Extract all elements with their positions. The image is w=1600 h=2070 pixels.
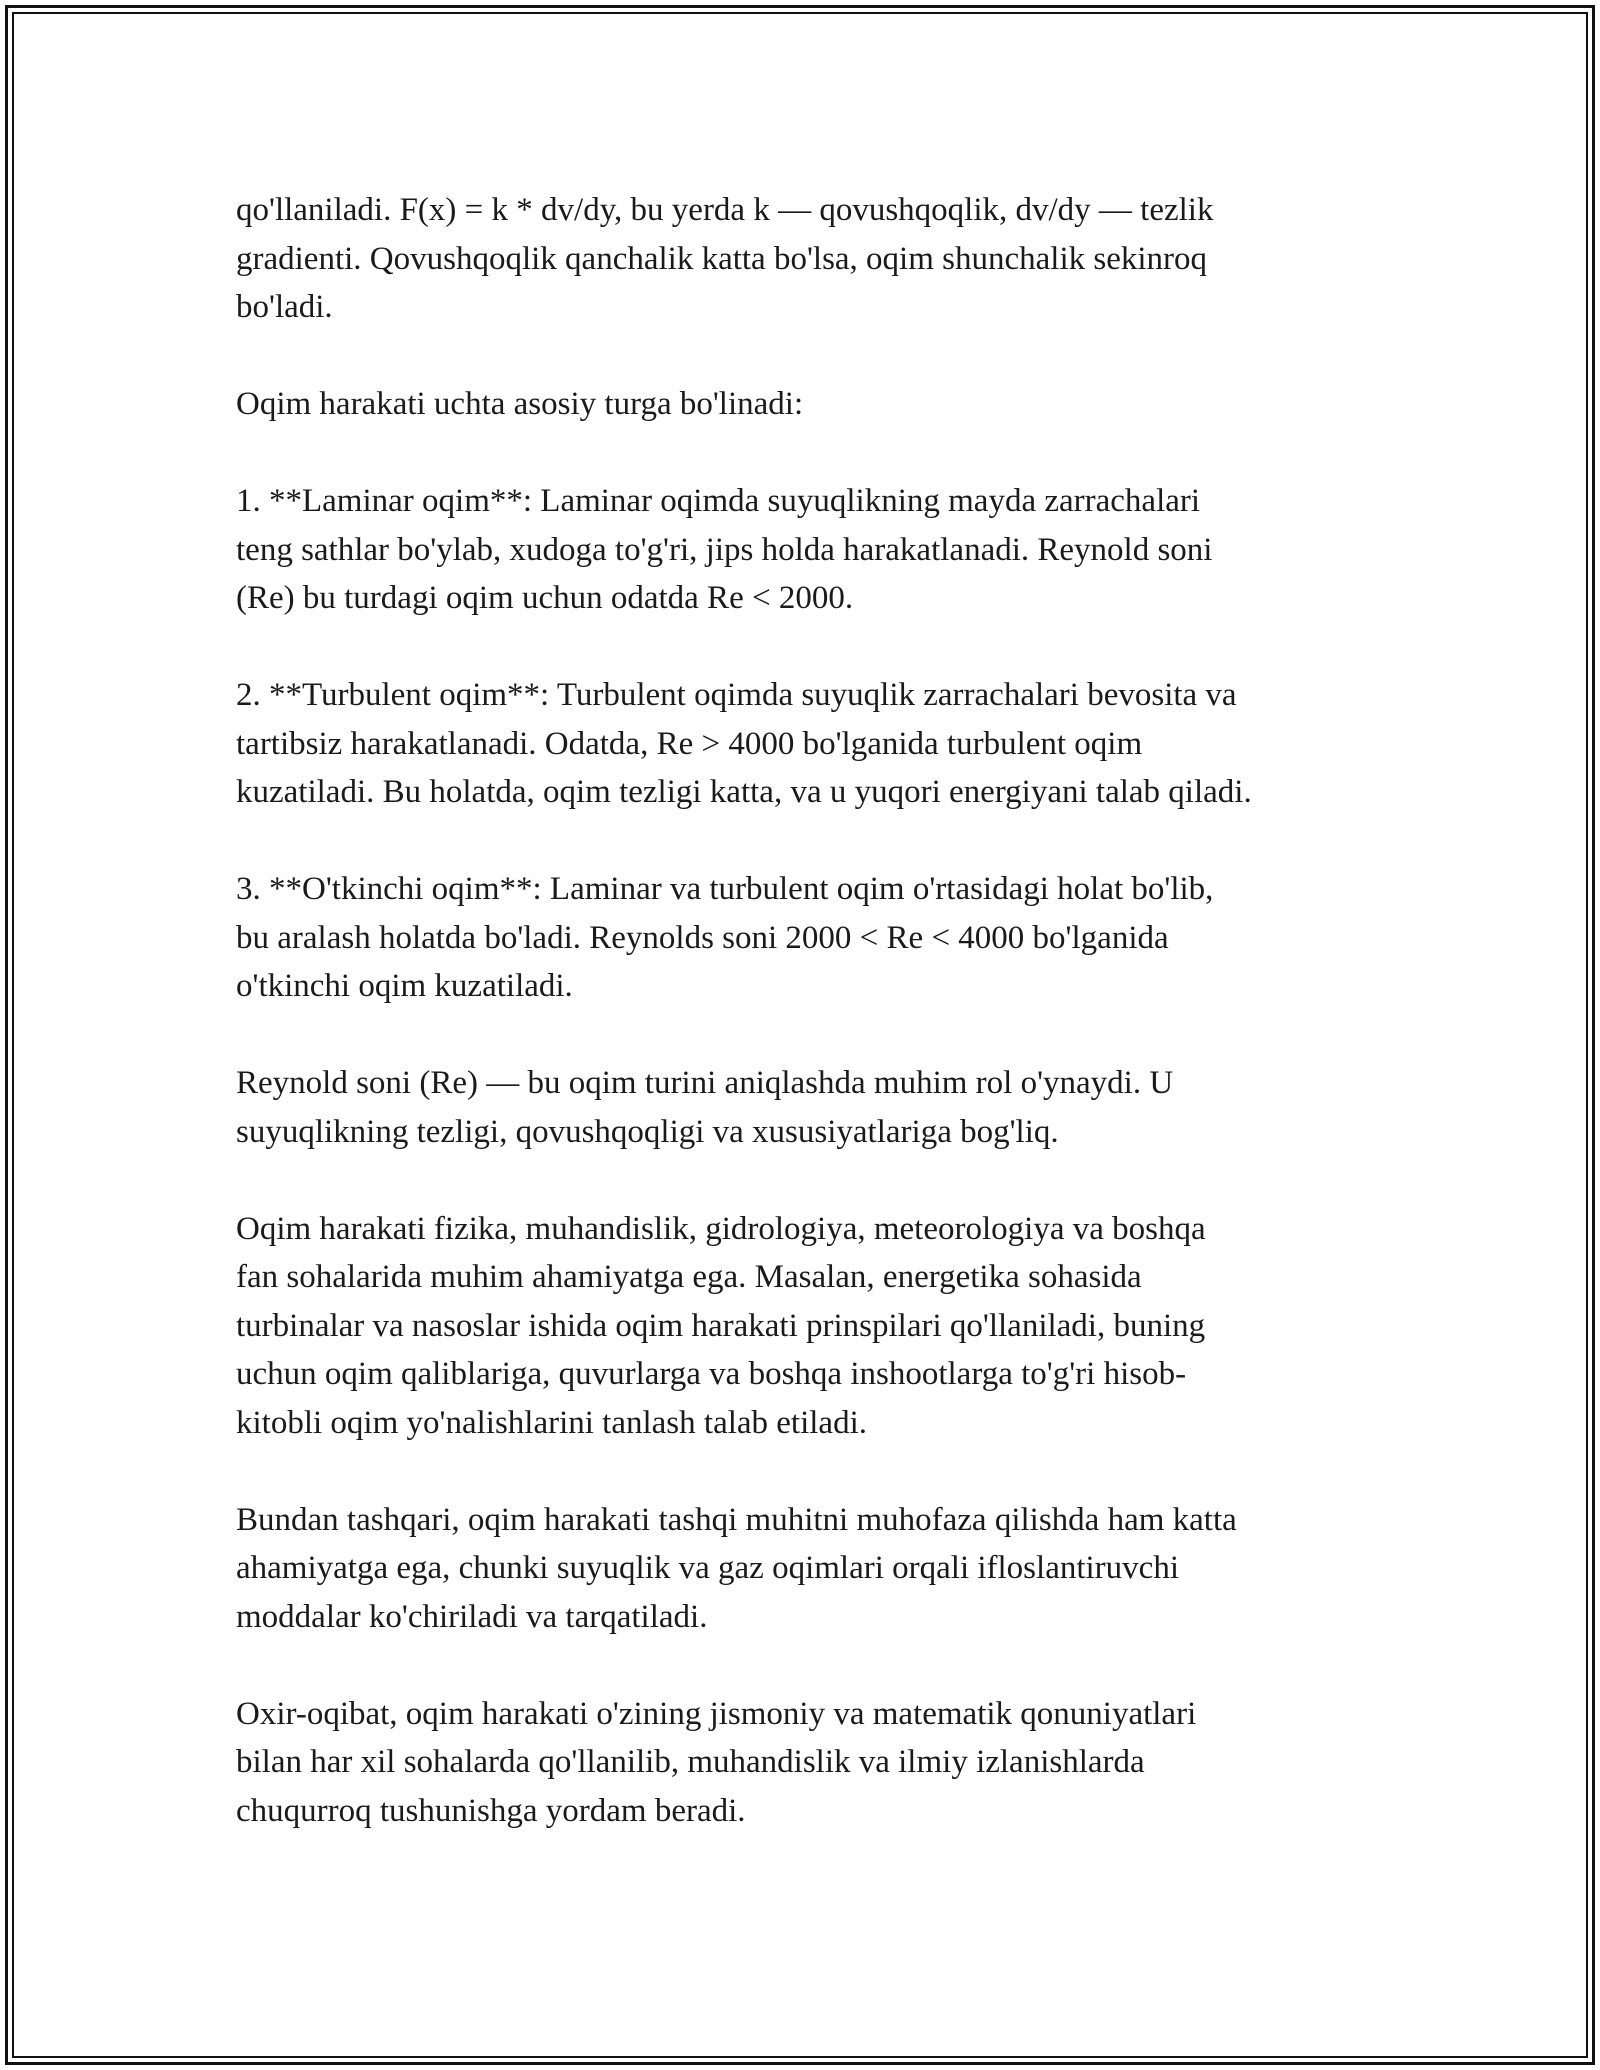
paragraph-environment: Bundan tashqari, oqim harakati tashqi muhitni muhofaza qilishda ham katta ahamiyatga ega, chunki suyuqlik va gaz oqimlari orqali ifloslantiruvchi moddalar ko'chiriladi va tarqatiladi. (236, 1501, 1237, 1635)
paragraph-laminar-flow: 1. **Laminar oqim**: Laminar oqimda suyuqlikning mayda zarrachalari teng sathlar bo'ylab, xudoga to'g'ri, jips holda harakatlanadi. Reynold soni (Re) bu turdagi oqim uchun odatda Re < 2000. (236, 483, 1213, 616)
paragraph-applications: Oqim harakati fizika, muhandislik, gidrologiya, meteorologiya va boshqa fan sohalarida muhim ahamiyatga ega. Masalan, energetika sohasida turbinalar va nasoslar ishida oqim harakati prinspilari qo'llaniladi, buning uchun oqim qaliblariga, quvurlarga va boshqa inshootlarga to'g'ri hisob- kitobli oqim yo'nalishlarini tanlash talab etiladi. (236, 1210, 1206, 1441)
paragraph-flow-types-intro: Oqim harakati uchta asosiy turga bo'linadi: (236, 386, 804, 422)
paragraph-transitional-flow: 3. **O'tkinchi oqim**: Laminar va turbulent oqim o'rtasidagi holat bo'lib, bu aralash holatda bo'ladi. Reynolds soni 2000 < Re < 4000 bo'lganida o'tkinchi oqim kuzatiladi. (236, 871, 1214, 1004)
paragraph-reynolds-number: Reynold soni (Re) — bu oqim turini aniqlashda muhim rol o'ynaydi. U suyuqlikning tezligi, qovushqoqligi va xususiyatlariga bog'liq. (236, 1065, 1174, 1150)
paragraph-viscosity-formula: qo'llaniladi. F(x) = k * dv/dy, bu yerda k — qovushqoqlik, dv/dy — tezlik gradienti. Qovushqoqlik qanchalik katta bo'lsa, oqim shunchalik sekinroq bo'ladi. (236, 192, 1214, 325)
document-body (236, 186, 1376, 1884)
paragraph-turbulent-flow: 2. **Turbulent oqim**: Turbulent oqimda suyuqlik zarrachalari bevosita va tartibsiz harakatlanadi. Odatda, Re > 4000 bo'lganida turbulent oqim kuzatiladi. Bu holatda, oqim tezligi katta, va u yuqori energiyani talab qiladi. (236, 677, 1252, 810)
paragraph-conclusion: Oxir-oqibat, oqim harakati o'zining jismoniy va matematik qonuniyatlari bilan har xil sohalarda qo'llanilib, muhandislik va ilmiy izlanishlarda chuqurroq tushunishga yordam beradi. (236, 1695, 1197, 1829)
